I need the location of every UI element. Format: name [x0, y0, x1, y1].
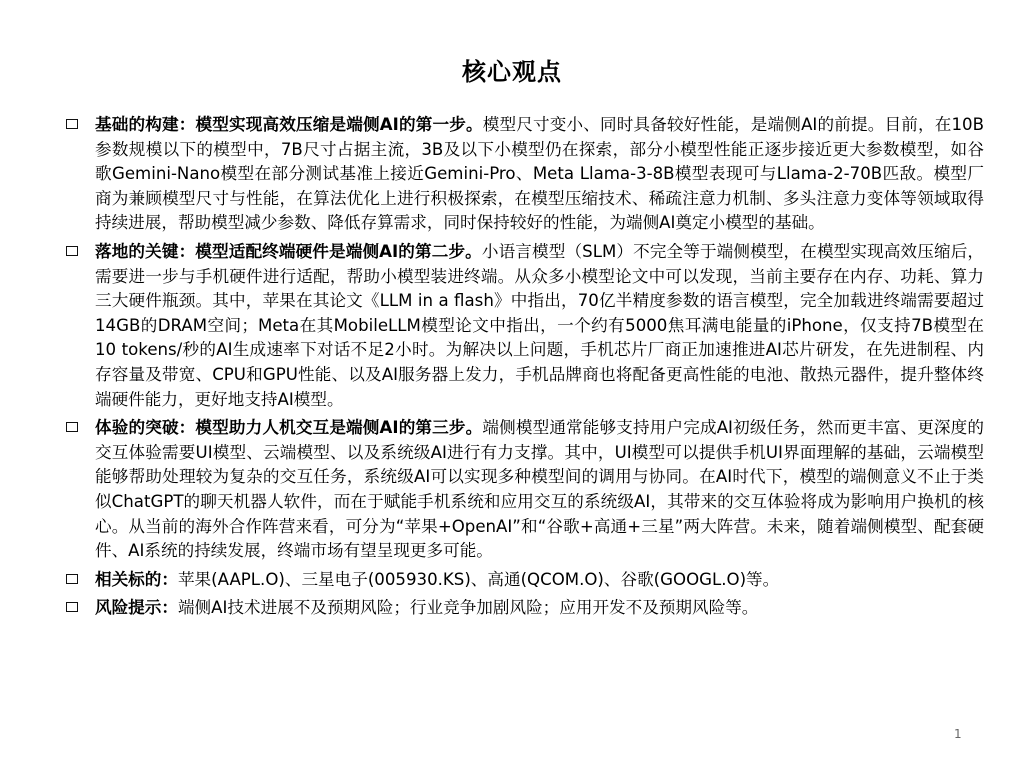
- checkbox-bullet-icon: [66, 574, 78, 584]
- page-number: 1: [954, 727, 962, 741]
- bullet-body: 端侧模型通常能够支持用户完成AI初级任务，然而更丰富、更深度的交互体验需要UI模型、云端模型、以及系统级AI进行有力支撑。其中，UI模型可以提供手机UI界面理解的基础，云端模型能够帮助处理较为复杂的交互任务，系统级AI可以实现多种模型间的调用与协同。在AI时代下，模型的端侧意义不止于类似ChatGPT的聊天机器人软件，而在于赋能手机系统和应用交互的系统级AI，其带来的交互体验将成为影响用户换机的核心。从当前的海外合作阵营来看，可分为“苹果+OpenAI”和“谷歌+高通+三星”两大阵营。未来，随着端侧模型、配套硬件、AI系统的持续发展，终端市场有望呈现更多可能。: [95, 418, 984, 561]
- bullet-heading: 相关标的：: [95, 569, 178, 589]
- bullet-text: [95, 113, 984, 236]
- bullet-item: [66, 596, 984, 621]
- checkbox-bullet-icon: [66, 119, 78, 129]
- bullet-item: [66, 113, 984, 236]
- bullet-body: 端侧AI技术进展不及预期风险；行业竞争加剧风险；应用开发不及预期风险等。: [177, 598, 759, 618]
- bullet-text: [95, 240, 984, 412]
- checkbox-bullet-icon: [66, 602, 78, 612]
- bullet-heading: 体验的突破：模型助力人机交互是端侧AI的第三步。: [95, 418, 483, 438]
- bullet-text: [95, 596, 984, 621]
- bullet-body: 苹果(AAPL.O)、三星电子(005930.KS)、高通(QCOM.O)、谷歌(GOOGL.O)等。: [177, 569, 780, 589]
- bullet-text: [95, 416, 984, 564]
- checkbox-bullet-icon: [66, 422, 78, 432]
- bullet-heading: 基础的构建：模型实现高效压缩是端侧AI的第一步。: [95, 115, 483, 134]
- bullet-body: 小语言模型（SLM）不完全等于端侧模型，在模型实现高效压缩后，需要进一步与手机硬件进行适配，帮助小模型装进终端。从众多小模型论文中可以发现，当前主要存在内存、功耗、算力三大硬件瓶颈。其中，苹果在其论文《LLM in a flash》中指出，70亿半精度参数的语言模型，完全加载进终端需要超过14GB的DRAM空间；Meta在其MobileLLM模型论文中指出，一个约有5000焦耳满电能量的iPhone，仅支持7B模型在10 tokens/秒的AI生成速率下对话不足2小时。为解决以上问题，手机芯片厂商正加速推进AI芯片研发，在先进制程、内存容量及带宽、CPU和GPU性能、以及AI服务器上发力，手机品牌商也将配备更高性能的电池、散热元器件，提升整体终端硬件能力，更好地支持AI模型。: [95, 241, 984, 409]
- bullet-text: [95, 568, 984, 593]
- bullet-heading: 风险提示：: [95, 598, 178, 618]
- bullet-body: 模型尺寸变小、同时具备较好性能，是端侧AI的前提。目前，在10B参数规模以下的模型中，7B尺寸占据主流，3B及以下小模型仍在探索，部分小模型性能正逐步接近更大参数模型，如谷歌Gemini-Nano模型在部分测试基准上接近Gemini-Pro、Meta Llama-3-8B模型表现可与Llama-2-70B匹敌。模型厂商为兼顾模型尺寸与性能，在算法优化上进行积极探索，在模型压缩技术、稀疏注意力机制、多头注意力变体等领域取得持续进展，帮助模型减少参数、降低存算需求，同时保持较好的性能，为端侧AI奠定小模型的基础。: [95, 115, 984, 233]
- page-title: 核心观点: [462, 58, 562, 86]
- bullet-list: [66, 113, 984, 625]
- checkbox-bullet-icon: [66, 246, 78, 256]
- bullet-item: [66, 240, 984, 412]
- bullet-item: [66, 568, 984, 593]
- bullet-item: [66, 416, 984, 564]
- bullet-heading: 落地的关键：模型适配终端硬件是端侧AI的第二步。: [95, 241, 482, 261]
